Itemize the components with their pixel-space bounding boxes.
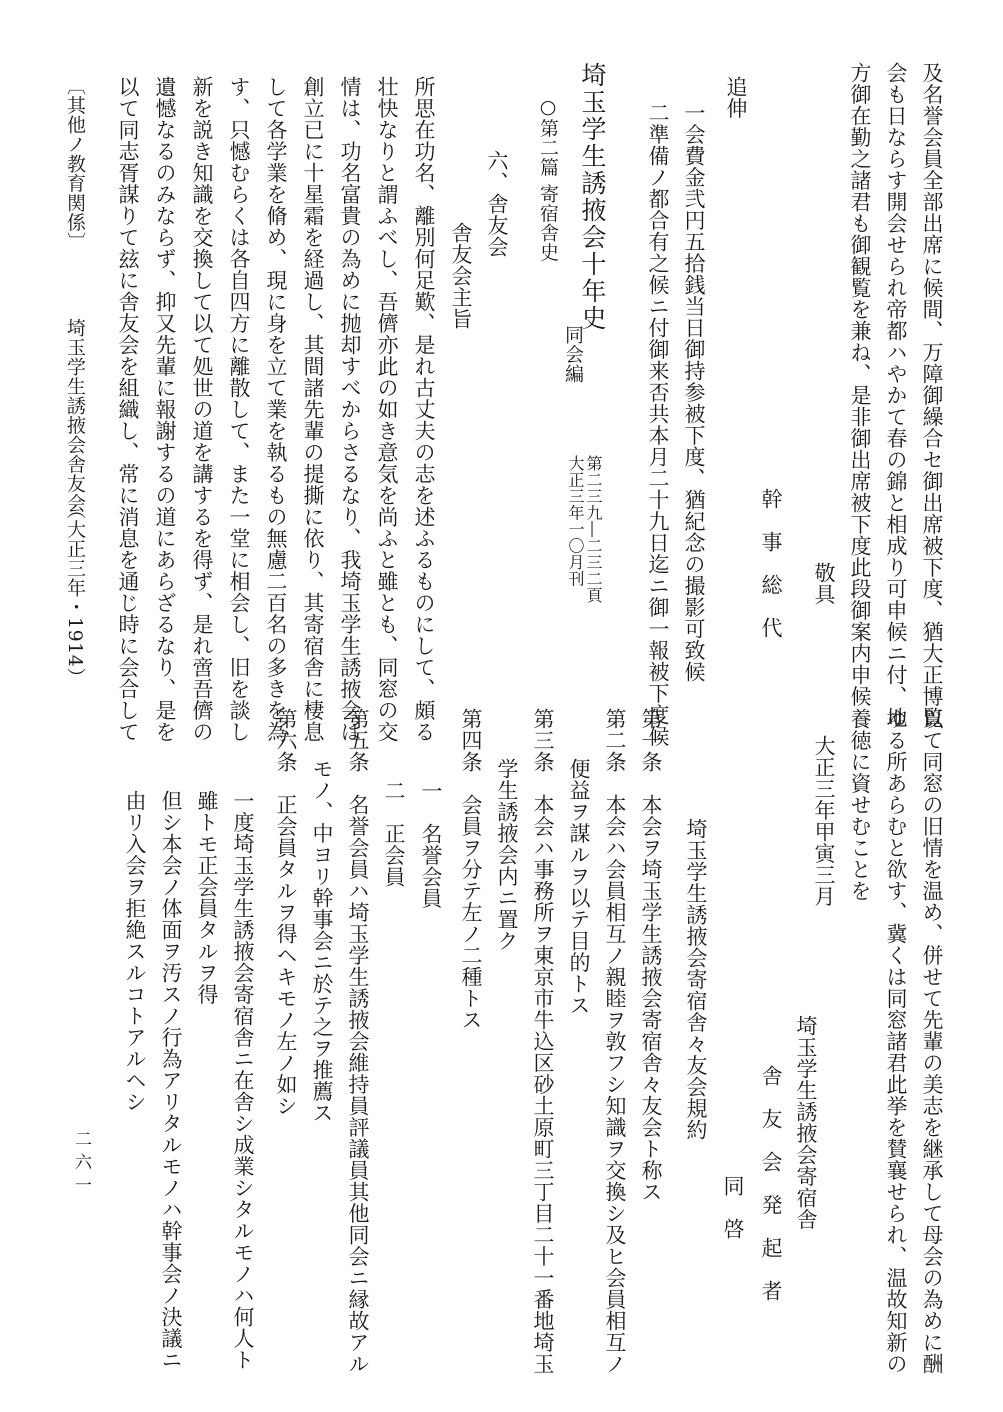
rule-article-6-proviso-2: 由リ入会ヲ拒絶スルコトアルヘシ	[123, 790, 147, 1113]
book-editor: 同会編	[562, 325, 584, 384]
shushi-line-3: 情は、功名富貴の為めに抛却すべからさるなり、我埼玉学生誘掖会は	[338, 76, 362, 743]
rule-article-3: 第三条 本会ハ事務所ヲ東京市牛込区砂土原町三丁目二十一番地埼玉	[531, 708, 555, 1375]
footer-source: 埼玉学生誘掖会舎友会	[64, 318, 86, 513]
rule-article-2-cont: 便益ヲ謀ルヲ以テ目的トス	[567, 758, 591, 1016]
footer-category: 〔其他ノ教育関係〕	[64, 76, 86, 252]
shushi-line-7: 新を説き知識を交換して以て処世の道を講するを得ず、是れ啻吾儕の	[190, 76, 214, 743]
dokei-closing: 同 啓	[721, 1175, 745, 1240]
rule-article-2: 第二条 本会ハ会員相互ノ親睦ヲ敦フシ知識ヲ交換シ及ヒ会員相互ノ	[603, 708, 627, 1375]
intro-line-3: 方御在勤之諸君も御観覧を兼ね、是非御出席被下度此段御案内申候	[848, 62, 872, 707]
section-heading: 六、舎友会	[485, 150, 509, 258]
rule-article-5: 第五条 名誉会員ハ埼玉学生誘掖会維持員評議員其他同会ニ縁故アル	[346, 708, 370, 1375]
rule-article-5-cont: モノ、中ヨリ幹事会ニ於テ之ヲ推薦ス	[310, 758, 334, 1124]
organization-name: 埼玉学生誘掖会寄宿舎	[794, 1015, 818, 1230]
founders-line: 舎 友 会 発 起 者	[759, 1065, 783, 1302]
rule-article-1: 第一条 本会ヲ埼玉学生誘掖会寄宿舎々友会ト称ス	[639, 708, 663, 1203]
shushi-title: 舎友会主旨	[449, 222, 473, 330]
shushi-line-6: す、只憾むらくは各自四方に離散して、また一堂に相会し、旧を談し	[227, 76, 251, 743]
shushi-line-8: 遺憾なるのみならず、抑又先輩に報謝するの道にあらざるなり、是を	[153, 76, 177, 743]
chapter-heading: ○第二篇 寄宿舎史	[537, 96, 559, 262]
intro-line-2: 会も日ならす開会せられ帝都ハやかて春の錦と相成り可申候ニ付、地	[884, 62, 908, 729]
book-reference-pages: 第二三九―二三二頁	[584, 455, 603, 604]
rule-article-6-proviso-1: 但シ本会ノ体面ヲ汚スノ行為アリタルモノハ幹事会ノ決議ニ	[159, 790, 183, 1371]
rule-article-6: 第六条 正会員タルヲ得ヘキモノ左ノ如シ	[274, 708, 298, 1117]
date-line: 大正三年甲寅三月	[812, 735, 836, 907]
page-number: 二六一	[71, 1130, 91, 1199]
shushi-line-1: 所思在功名、離別何足歎、是れ古丈夫の志を述ふるものにして、頗る	[412, 76, 436, 743]
shushi-line-9: 以て同志胥謀りて玆に舎友会を組織し、常に消息を通じ時に会合して	[116, 76, 140, 743]
continuation-line-1: 以て同窓の旧情を温め、併せて先輩の美志を継承して母会の為めに酬	[920, 708, 944, 1375]
rule-article-6-text-2: 雖トモ正会員タルヲ得	[195, 790, 219, 1005]
signature-kanji-sodai: 幹 事 総 代	[759, 488, 783, 639]
closing-keigu: 敬具	[812, 562, 836, 605]
member-type-1: 一 名誉会員	[419, 780, 443, 909]
book-title: 埼玉学生誘掖会十年史	[578, 62, 607, 332]
postscript-label: 追伸	[724, 76, 748, 119]
book-reference-date: 大正三年一〇月刊	[566, 455, 585, 587]
rule-article-6-text-1: 一度埼玉学生誘掖会寄宿舎ニ在舎シ成業シタルモノハ何人ト	[231, 790, 255, 1371]
continuation-line-2: ゆる所あらむと欲す、冀くは同窓諸君此挙を賛襄せられ、温故知新の	[884, 708, 908, 1375]
postscript-item-2: 二準備ノ都合有之候ニ付御来否共本月二十九日迄ニ御一報被下度候	[646, 102, 670, 747]
rules-title: 埼玉学生誘掖会寄宿舎々友会規約	[684, 818, 708, 1141]
rule-article-4: 第四条 会員ヲ分テ左ノ二種トス	[459, 708, 483, 1031]
member-type-2: 二 正会員	[382, 780, 406, 888]
continuation-line-3: 養徳に資せむことを	[848, 708, 872, 902]
shushi-line-2: 壮快なりと謂ふべし、吾儕亦此の如き意気を尚ふと雖とも、同窓の交	[375, 76, 399, 743]
footer-date: （大正三年・1914）	[64, 500, 86, 687]
intro-line-1: 及名誉会員全部出席に候間、万障御繰合セ御出席被下度、猶大正博覧	[920, 62, 944, 729]
shushi-line-4: 創立已に十星霜を経過し、其間諸先輩の提撕に依り、其寄宿舎に棲息	[301, 76, 325, 743]
postscript-item-1: 一会費金弐円五拾銭当日御持参被下度、猶紀念の撮影可致候	[682, 102, 706, 683]
shushi-line-5: して各学業を脩め、現に身を立て業を執るもの無慮二百名の多きを為	[264, 76, 288, 743]
rule-article-3-cont: 学生誘掖会内ニ置ク	[495, 758, 519, 952]
